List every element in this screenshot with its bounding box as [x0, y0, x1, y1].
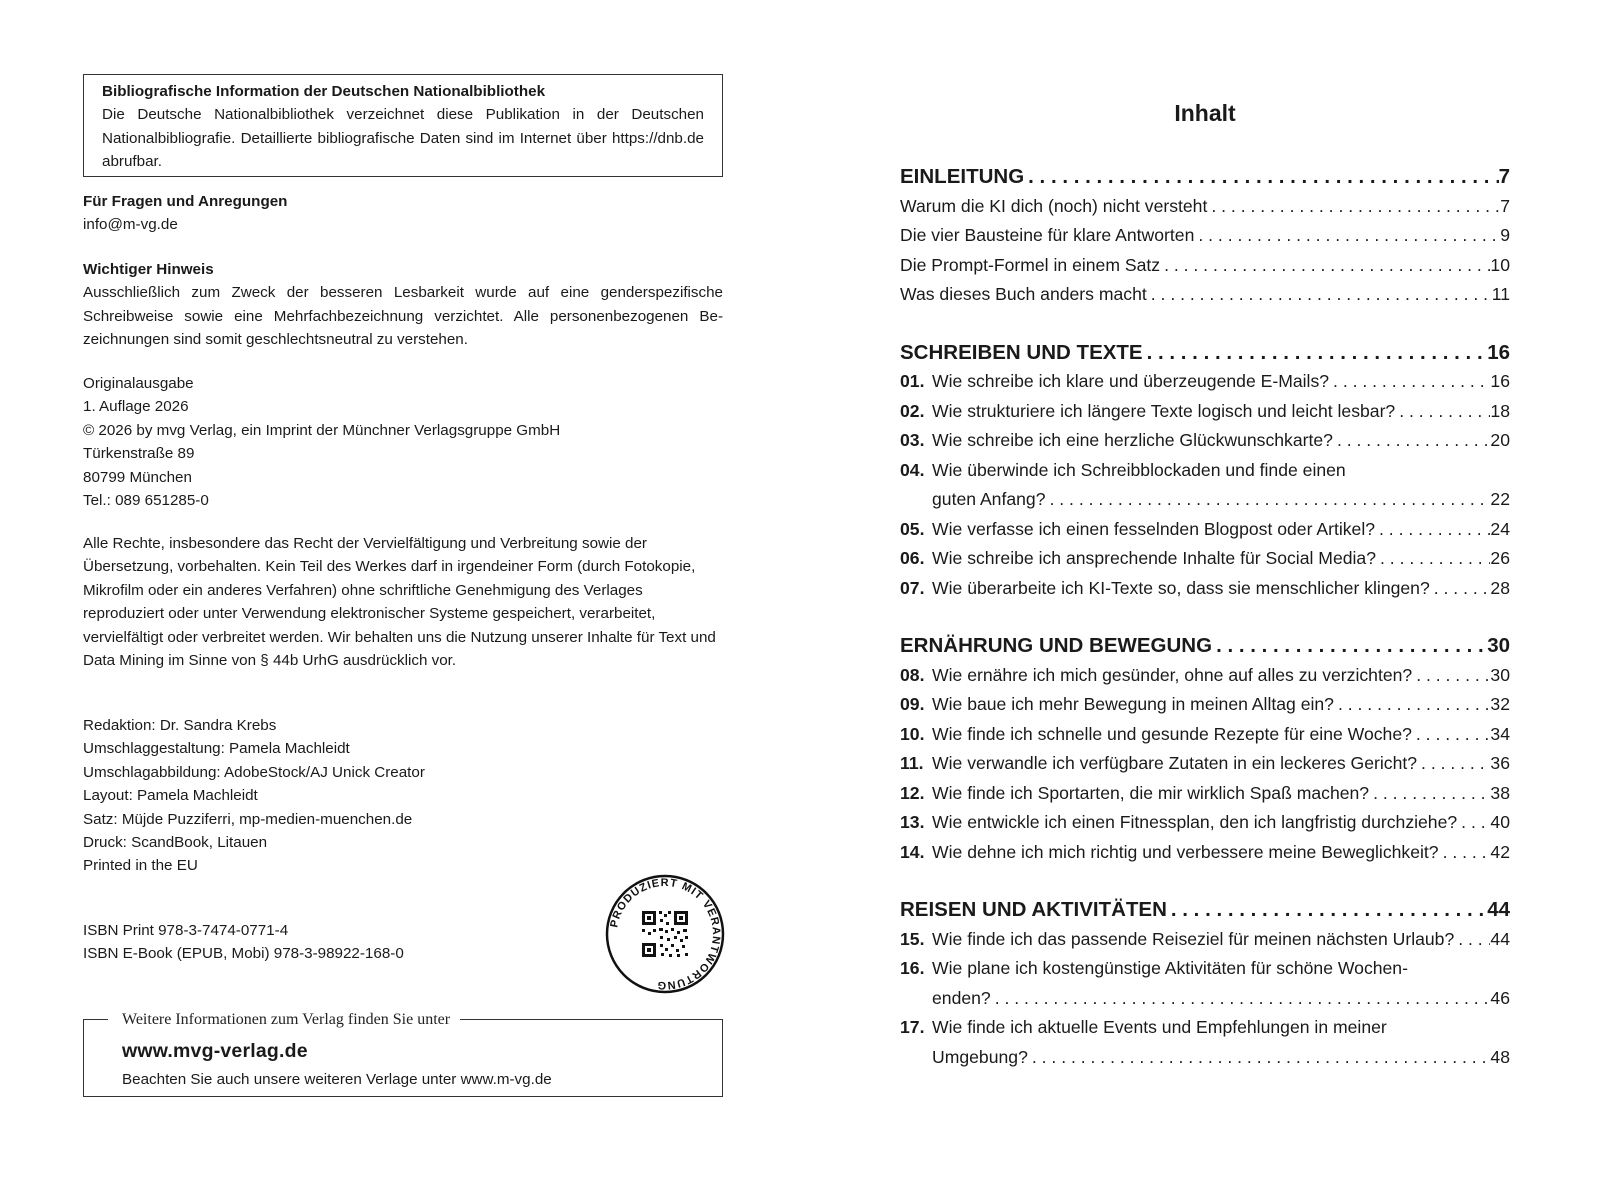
- toc-entry[interactable]: [900, 221, 1510, 251]
- toc-section-heading[interactable]: [900, 338, 1510, 368]
- toc-entry-title: enden?: [932, 987, 991, 1008]
- credits-block: [83, 714, 723, 878]
- toc-page-number: 20: [1490, 430, 1510, 450]
- toc-leader-dots: [1412, 661, 1490, 691]
- toc-leader-dots: [1395, 397, 1490, 427]
- toc-page-number: 16: [1490, 371, 1510, 391]
- edition-line: 80799 München: [83, 468, 192, 486]
- toc-question-entry[interactable]: [900, 456, 1510, 486]
- edition-line: Tel.: 089 651285-0: [83, 492, 209, 510]
- isbn-print: ISBN Print 978-3-7474-0771-4: [83, 922, 289, 939]
- toc-question-number: 04.: [900, 459, 925, 480]
- toc-question-number: 15.: [900, 928, 925, 949]
- toc-question-entry[interactable]: [900, 779, 1510, 809]
- toc-question-entry[interactable]: [900, 574, 1510, 604]
- notice-heading: Wichtiger Hinweis: [83, 261, 214, 278]
- toc-entry-title: Wie finde ich Sportarten, die mir wirklich Spaß machen?: [932, 782, 1370, 803]
- toc-page-number: 30: [1487, 634, 1510, 657]
- edition-line: Originalausgabe: [83, 375, 194, 392]
- toc-entry-title: guten Anfang?: [932, 489, 1046, 509]
- toc-page-number: 32: [1490, 694, 1510, 714]
- toc-question-number: 13.: [900, 812, 925, 832]
- questions-heading: Für Fragen und Anregungen: [83, 193, 288, 210]
- toc-title: Inhalt: [1174, 100, 1236, 126]
- toc-question-number: 17.: [900, 1017, 925, 1037]
- toc-entry-title: Wie schreibe ich eine herzliche Glückwunschkarte?: [932, 430, 1333, 450]
- toc-question-entry[interactable]: [900, 690, 1510, 720]
- toc-page-number: 44: [1487, 898, 1510, 921]
- toc-page-number: 11: [1491, 284, 1510, 304]
- toc-leader-dots: [1194, 221, 1500, 251]
- toc-section-title: REISEN UND AKTIVITÄTEN: [900, 898, 1167, 921]
- toc-entry-title: Wie finde ich schnelle und gesunde Rezepte für eine Woche?: [932, 723, 1412, 744]
- publisher-website-link[interactable]: www.mvg-verlag.de: [122, 1040, 308, 1062]
- toc-question-entry[interactable]: [900, 838, 1510, 868]
- isbn-ebook: ISBN E-Book (EPUB, Mobi) 978-3-98922-168-0: [83, 945, 404, 963]
- toc-leader-dots: [1376, 544, 1490, 574]
- toc-page-number: 34: [1490, 723, 1510, 744]
- toc-leader-dots: [1334, 690, 1490, 720]
- responsibility-seal-icon: [605, 874, 725, 994]
- edition-line: 1. Auflage 2026: [83, 398, 189, 416]
- bibliographic-info-title: Bibliografische Information der Deutschen Nationalbibliothek: [102, 83, 546, 100]
- toc-entry-title: Wie überarbeite ich KI-Texte so, dass sie menschlicher klingen?: [932, 577, 1430, 598]
- toc-leader-dots: [1417, 749, 1490, 779]
- edition-block: [83, 372, 723, 512]
- notice-block: [83, 258, 723, 352]
- toc-entry-title: Umgebung?: [932, 1046, 1028, 1067]
- toc-question-entry-continuation[interactable]: [900, 485, 1510, 515]
- toc-leader-dots: [1207, 192, 1500, 222]
- publisher-info-caption: Weitere Informationen zum Verlag finden Sie unter: [108, 1008, 460, 1031]
- toc-leader-dots: [1167, 895, 1487, 925]
- toc-question-number: 10.: [900, 723, 925, 744]
- toc-question-number: 02.: [900, 400, 925, 421]
- toc-question-entry[interactable]: [900, 720, 1510, 750]
- toc-entry-title: Was dieses Buch anders macht: [900, 284, 1147, 304]
- toc-question-number: 01.: [900, 371, 925, 391]
- toc-question-number: 11.: [900, 753, 924, 773]
- toc-entry-title: Wie schreibe ich ansprechende Inhalte für Social Media?: [932, 548, 1377, 568]
- toc-page-number: 44: [1490, 928, 1510, 949]
- toc-section-title: SCHREIBEN UND TEXTE: [900, 340, 1143, 364]
- toc-entry-title: Wie finde ich das passende Reiseziel für meinen nächsten Urlaub?: [932, 928, 1455, 949]
- toc-page-number: 42: [1490, 841, 1510, 862]
- toc-question-number: 07.: [900, 577, 925, 598]
- toc-entry-title: Wie finde ich aktuelle Events und Empfehlungen in meiner: [932, 1017, 1387, 1037]
- toc-leader-dots: [1457, 808, 1490, 838]
- toc-leader-dots: [1160, 251, 1490, 281]
- notice-text: Ausschließlich zum Zweck der besseren Lesbarkeit wurde auf eine genderspezifische Schreibweise sowie eine Mehrfachbezeichnung verzichtet. Alle personenbezogenen Bezeichnungen sind somit geschlechtsneutral zu verstehen.: [83, 284, 723, 349]
- edition-line: Türkenstraße 89: [83, 445, 195, 463]
- rights-block: [83, 532, 723, 672]
- toc-question-entry[interactable]: [900, 954, 1510, 984]
- svg-text:PRODUZIERT MIT VERANTWORTUNG: PRODUZIERT MIT VERANTWORTUNG: [608, 876, 723, 992]
- toc-section-title: ERNÄHRUNG UND BEWEGUNG: [900, 634, 1213, 657]
- toc-question-number: 14.: [900, 841, 925, 862]
- toc-question-number: 06.: [900, 548, 925, 568]
- toc-entry-title: Wie dehne ich mich richtig und verbessere meine Beweglichkeit?: [932, 841, 1439, 862]
- toc-entry-title: Wie strukturiere ich längere Texte logisch und leicht lesbar?: [932, 400, 1396, 421]
- toc-leader-dots: [1369, 779, 1490, 809]
- edition-line: © 2026 by mvg Verlag, ein Imprint der Münchner Verlagsgruppe GmbH: [83, 421, 561, 439]
- toc-question-entry[interactable]: [900, 808, 1510, 838]
- toc-leader-dots: [1430, 574, 1491, 604]
- toc-leader-dots: [1212, 631, 1487, 661]
- rights-text: Alle Rechte, insbesondere das Recht der Vervielfältigung und Verbreitung sowie der Übersetzung, vorbehalten. Kein Teil des Werkes darf in irgendeiner Form (durch Fotokopie, Mikrofilm oder ein anderes Verfahren) ohne schriftliche Genehmigung des Verlages reproduziert oder unter Verwendung elektronischer Systeme gespeichert, verarbeitet, vervielfältigt oder verbreitet werden. Wir behalten uns die Nutzung unserer Inhalte für Text und Data Mining im Sinne von § 44b UrhG ausdrücklich vor.: [83, 535, 716, 670]
- toc-section-heading[interactable]: [900, 895, 1510, 925]
- toc-page-number: 36: [1490, 753, 1510, 773]
- toc-page-number: 30: [1490, 664, 1510, 685]
- toc-question-entry[interactable]: [900, 367, 1510, 397]
- toc-page-number: 18: [1490, 400, 1510, 421]
- toc-question-entry[interactable]: [900, 397, 1510, 427]
- toc-section-heading[interactable]: [900, 631, 1510, 661]
- toc-section-title: EINLEITUNG: [900, 165, 1025, 188]
- toc-entry-title: Wie baue ich mehr Bewegung in meinen Alltag ein?: [932, 694, 1334, 714]
- toc-leader-dots: [1375, 515, 1490, 545]
- toc-leader-dots: [1439, 838, 1491, 868]
- toc-entry-title: Wie schreibe ich klare und überzeugende E-Mails?: [932, 371, 1330, 391]
- toc-leader-dots: [1046, 485, 1491, 515]
- toc-question-number: 03.: [900, 430, 925, 450]
- toc-page-number: 10: [1490, 254, 1510, 275]
- toc-page-number: 22: [1490, 489, 1510, 509]
- toc-page-number: 24: [1490, 518, 1510, 539]
- toc-page-number: 16: [1487, 340, 1510, 364]
- credit-line: Redaktion: Dr. Sandra Krebs: [83, 717, 277, 734]
- toc-leader-dots: [1329, 367, 1490, 397]
- toc-page-number: 26: [1490, 548, 1510, 568]
- toc-question-number: 16.: [900, 958, 925, 978]
- table-of-contents: [900, 162, 1510, 1072]
- credit-line: Layout: Pamela Machleidt: [83, 787, 258, 805]
- toc-leader-dots: [1143, 338, 1488, 368]
- toc-entry-title: Wie ernähre ich mich gesünder, ohne auf alles zu verzichten?: [932, 664, 1413, 685]
- toc-entry[interactable]: [900, 251, 1510, 281]
- toc-page-number: 40: [1490, 812, 1510, 832]
- toc-question-number: 08.: [900, 664, 925, 685]
- toc-section-heading[interactable]: [900, 162, 1510, 192]
- toc-page-number: 28: [1490, 577, 1510, 598]
- toc-entry[interactable]: [900, 280, 1510, 310]
- toc-question-entry[interactable]: [900, 661, 1510, 691]
- toc-question-entry[interactable]: [900, 544, 1510, 574]
- contact-email: info@m-vg.de: [83, 216, 178, 234]
- toc-page-number: 7: [1500, 195, 1510, 216]
- toc-page-number: 38: [1490, 782, 1510, 803]
- toc-leader-dots: [1412, 720, 1491, 750]
- toc-question-number: 05.: [900, 518, 925, 539]
- toc-entry-title: Wie entwickle ich einen Fitnessplan, den ich langfristig durchziehe?: [932, 812, 1458, 832]
- toc-page-number: 9: [1500, 225, 1510, 245]
- toc-entry-title: Wie verfasse ich einen fesselnden Blogpost oder Artikel?: [932, 518, 1376, 539]
- toc-page-number: 46: [1490, 987, 1510, 1008]
- credit-line: Umschlaggestaltung: Pamela Machleidt: [83, 740, 350, 758]
- toc-question-entry[interactable]: [900, 925, 1510, 955]
- toc-entry-title: Wie verwandle ich verfügbare Zutaten in ein leckeres Gericht?: [932, 753, 1418, 773]
- toc-entry-title: Wie überwinde ich Schreibblockaden und finde einen: [932, 459, 1346, 480]
- toc-page-number: 48: [1490, 1046, 1510, 1067]
- publisher-info-note: Beachten Sie auch unsere weiteren Verlage unter www.m-vg.de: [122, 1071, 552, 1088]
- toc-leader-dots: [991, 984, 1491, 1014]
- toc-question-number: 12.: [900, 782, 925, 803]
- toc-entry-title: Die Prompt-Formel in einem Satz: [900, 254, 1161, 275]
- toc-entry-title: Die vier Bausteine für klare Antworten: [900, 225, 1195, 245]
- toc-entry-title: Wie plane ich kostengünstige Aktivitäten für schöne Wochen-: [932, 958, 1408, 978]
- credit-line: Umschlagabbildung: AdobeStock/AJ Unick Creator: [83, 763, 425, 781]
- toc-leader-dots: [1028, 1043, 1491, 1073]
- toc-question-entry[interactable]: [900, 515, 1510, 545]
- bibliographic-info-text: Die Deutsche Nationalbibliothek verzeichnet diese Publikation in der Deutschen Nationalbibliografie. Detaillierte bibliografische Daten sind im Internet über https://dnb.de abrufbar.: [102, 106, 704, 171]
- toc-question-number: 09.: [900, 694, 925, 714]
- toc-question-entry[interactable]: [900, 1013, 1510, 1043]
- toc-question-entry[interactable]: [900, 749, 1510, 779]
- toc-entry-title: Warum die KI dich (noch) nicht versteht: [900, 195, 1208, 216]
- toc-question-entry-continuation[interactable]: [900, 1043, 1510, 1073]
- credit-line: Satz: Müjde Puzziferri, mp-medien-muenchen.de: [83, 810, 413, 828]
- toc-leader-dots: [1147, 280, 1492, 310]
- toc-leader-dots: [1454, 925, 1490, 955]
- credit-line: Printed in the EU: [83, 857, 198, 875]
- toc-leader-dots: [1333, 426, 1490, 456]
- toc-question-entry-continuation[interactable]: [900, 984, 1510, 1014]
- toc-page-number: 7: [1498, 165, 1510, 188]
- questions-block: [83, 190, 723, 237]
- toc-leader-dots: [1024, 162, 1498, 192]
- publisher-info-box: [83, 1011, 723, 1097]
- toc-question-entry[interactable]: [900, 426, 1510, 456]
- credit-line: Druck: ScandBook, Litauen: [83, 834, 268, 852]
- bibliographic-info-box: [83, 74, 723, 177]
- toc-entry[interactable]: [900, 192, 1510, 222]
